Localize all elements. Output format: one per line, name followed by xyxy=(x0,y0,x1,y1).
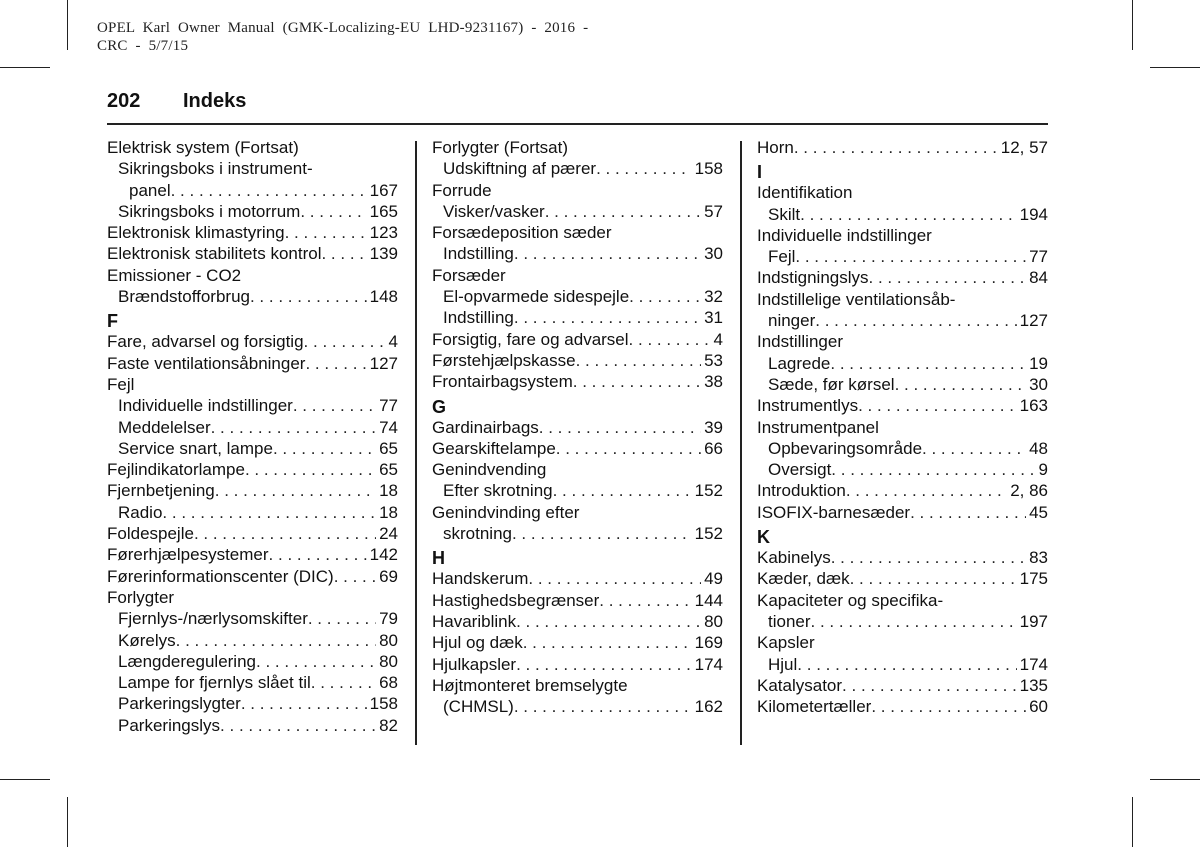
index-entry-term: Parkeringslys xyxy=(118,715,221,735)
index-entry xyxy=(107,523,398,544)
index-entry-term: Havariblink xyxy=(432,611,517,631)
index-entry-term: Lampe for fjernlys slået til xyxy=(118,673,311,693)
crop-mark xyxy=(0,67,50,68)
crop-mark xyxy=(0,779,50,780)
index-entry-page: 152 xyxy=(694,524,723,544)
dot-leader xyxy=(629,286,701,307)
index-entry-term: Førstehjælpskasse xyxy=(432,350,576,370)
index-entry xyxy=(432,137,723,158)
index-entry-page: 80 xyxy=(379,630,398,650)
index-entry-term: K xyxy=(757,527,770,548)
dot-leader xyxy=(846,480,1007,501)
index-entry-page: 175 xyxy=(1019,569,1048,589)
dot-leader xyxy=(858,395,1017,416)
index-entry xyxy=(757,395,1048,416)
dot-leader xyxy=(573,371,701,392)
dot-leader xyxy=(523,632,692,653)
index-entry-term: Elektronisk stabilitets kontrol xyxy=(107,244,322,264)
index-entry-page: 9 xyxy=(1038,460,1048,480)
index-entry xyxy=(757,289,1048,310)
index-entry-term: Kørelys xyxy=(118,630,176,650)
index-entry-page: 39 xyxy=(704,417,723,437)
index-entry-page: 77 xyxy=(1029,247,1048,267)
index-entry-page: 18 xyxy=(379,481,398,501)
index-entry-term: Indstilling xyxy=(443,244,514,264)
dot-leader xyxy=(811,611,1017,632)
index-entry xyxy=(432,568,723,589)
index-letter-heading xyxy=(757,158,1048,182)
index-entry xyxy=(757,502,1048,523)
index-entry xyxy=(107,137,398,158)
dot-leader xyxy=(794,137,998,158)
index-entry-page: 127 xyxy=(1019,311,1048,331)
index-entry xyxy=(432,502,723,523)
index-entry xyxy=(757,137,1048,158)
dot-leader xyxy=(293,395,376,416)
index-entry-page: 152 xyxy=(694,481,723,501)
index-entry-page: 65 xyxy=(379,438,398,458)
dot-leader xyxy=(334,566,376,587)
index-entry-term: Service snart, lampe xyxy=(118,438,273,458)
index-entry-page: 49 xyxy=(704,569,723,589)
crop-mark xyxy=(67,0,68,50)
index-entry-term: Oversigt xyxy=(768,460,832,480)
dot-leader xyxy=(516,654,692,675)
index-entry xyxy=(432,654,723,675)
index-entry xyxy=(107,544,398,565)
dot-leader xyxy=(305,353,366,374)
index-entry-page: 127 xyxy=(369,353,398,373)
index-column-2 xyxy=(432,137,723,717)
index-entry-term: Indstilling xyxy=(443,308,514,328)
index-entry-page: 19 xyxy=(1029,353,1048,373)
index-entry xyxy=(432,180,723,201)
dot-leader xyxy=(215,480,376,501)
index-entry xyxy=(107,374,398,395)
index-entry xyxy=(107,265,398,286)
index-entry-term: Forlygter (Fortsat) xyxy=(432,138,569,157)
index-entry-page: 74 xyxy=(379,417,398,437)
dot-leader xyxy=(539,417,701,438)
index-entry-term: tioner xyxy=(768,611,811,631)
index-letter-heading xyxy=(432,393,723,417)
index-entry xyxy=(757,654,1048,675)
index-entry-term: Fejl xyxy=(768,247,796,267)
index-entry-term: ISOFIX-barnesæder xyxy=(757,502,911,522)
index-entry xyxy=(432,371,723,392)
index-entry-page: 165 xyxy=(369,201,398,221)
index-entry-page: 38 xyxy=(704,372,723,392)
index-entry-term: Kilometertæller xyxy=(757,697,872,717)
index-entry xyxy=(107,693,398,714)
dot-leader xyxy=(831,459,1035,480)
index-entry-page: 142 xyxy=(369,545,398,565)
index-entry-page: 69 xyxy=(379,566,398,586)
index-entry xyxy=(757,246,1048,267)
dot-leader xyxy=(869,267,1027,288)
dot-leader xyxy=(211,417,376,438)
index-entry-term: Elektronisk klimastyring xyxy=(107,223,285,243)
index-entry-page: 197 xyxy=(1019,611,1048,631)
index-entry-term: Hjul og dæk xyxy=(432,633,523,653)
index-entry-page: 24 xyxy=(379,524,398,544)
index-entry-page: 80 xyxy=(704,611,723,631)
index-entry-term: Faste ventilationsåbninger xyxy=(107,353,306,373)
index-entry-term: Gearskiftelampe xyxy=(432,438,556,458)
index-entry-page: 30 xyxy=(1029,374,1048,394)
index-entry-page: 174 xyxy=(694,654,723,674)
dot-leader xyxy=(895,374,1026,395)
index-entry xyxy=(757,438,1048,459)
index-entry-term: Fejl xyxy=(107,374,135,394)
index-entry xyxy=(107,630,398,651)
dot-leader xyxy=(797,654,1016,675)
index-entry-term: Handskerum xyxy=(432,569,529,589)
index-entry xyxy=(107,672,398,693)
index-entry-page: 79 xyxy=(379,609,398,629)
index-entry xyxy=(107,222,398,243)
index-entry-term: Udskiftning af pærer xyxy=(443,159,597,179)
index-entry xyxy=(432,611,723,632)
index-entry xyxy=(107,353,398,374)
index-entry-term: Gardinairbags xyxy=(432,417,539,437)
index-entry-term: Hjulkapsler xyxy=(432,654,517,674)
index-entry-term: panel xyxy=(129,180,171,200)
index-entry-term: Elektrisk system (Fortsat) xyxy=(107,138,299,157)
index-entry-page: 158 xyxy=(694,159,723,179)
dot-leader xyxy=(245,459,376,480)
index-entry-page: 148 xyxy=(369,287,398,307)
dot-leader xyxy=(795,246,1026,267)
dot-leader xyxy=(871,696,1026,717)
index-entry-term: Meddelelser xyxy=(118,417,211,437)
index-entry-page: 158 xyxy=(369,694,398,714)
index-entry-page: 30 xyxy=(704,244,723,264)
index-entry xyxy=(107,331,398,352)
index-letter-heading xyxy=(432,544,723,568)
index-column-1 xyxy=(107,137,398,736)
index-entry-term: Radio xyxy=(118,502,163,522)
index-entry-term: skrotning xyxy=(443,524,512,544)
index-entry xyxy=(432,459,723,480)
index-entry-page: 80 xyxy=(379,651,398,671)
index-entry-page: 45 xyxy=(1029,502,1048,522)
index-entry-term: I xyxy=(757,162,763,183)
index-entry-page: 77 xyxy=(379,396,398,416)
index-entry-term: Forsigtig, fare og advarsel xyxy=(432,329,629,349)
index-entry-term: El-opvarmede sidespejle xyxy=(443,287,630,307)
index-entry-page: 57 xyxy=(704,201,723,221)
index-entry-term: Kapsler xyxy=(757,633,815,653)
dot-leader xyxy=(556,438,701,459)
index-entry-term: Indstillelige ventilationsåb- xyxy=(757,289,956,309)
index-entry-term: Forsæder xyxy=(432,265,506,285)
index-entry-term: Længderegulering xyxy=(118,651,256,671)
index-entry-term: Sikringsboks i instrument- xyxy=(118,159,313,179)
title-rule xyxy=(107,123,1048,125)
index-entry xyxy=(757,331,1048,352)
index-entry xyxy=(432,438,723,459)
index-entry-page: 2, 86 xyxy=(1010,481,1048,501)
index-entry xyxy=(107,286,398,307)
index-entry-term: Hastighedsbegrænser xyxy=(432,590,600,610)
document-header xyxy=(97,19,588,55)
index-entry-term: Katalysator xyxy=(757,675,843,695)
index-entry-page: 12, 57 xyxy=(1000,138,1048,157)
dot-leader xyxy=(800,204,1017,225)
index-entry xyxy=(432,201,723,222)
index-column-3 xyxy=(757,137,1048,717)
dot-leader xyxy=(256,651,376,672)
index-entry-term: Kapaciteter og specifika- xyxy=(757,590,944,610)
index-entry-term: Forrude xyxy=(432,180,492,200)
index-entry xyxy=(757,353,1048,374)
index-entry xyxy=(432,632,723,653)
index-entry xyxy=(107,243,398,264)
index-entry-page: 194 xyxy=(1019,204,1048,224)
index-entry xyxy=(107,395,398,416)
index-entry xyxy=(107,201,398,222)
index-entry xyxy=(107,180,398,201)
dot-leader xyxy=(285,222,367,243)
dot-leader xyxy=(304,331,386,352)
index-entry-term: Sæde, før kørsel xyxy=(768,374,895,394)
index-entry xyxy=(757,547,1048,568)
index-entry-term: Frontairbagsystem xyxy=(432,372,573,392)
index-entry-term: Efter skrotning xyxy=(443,481,553,501)
index-entry-page: 53 xyxy=(704,350,723,370)
index-entry xyxy=(432,590,723,611)
index-entry xyxy=(757,204,1048,225)
index-entry xyxy=(432,222,723,243)
index-entry xyxy=(757,182,1048,203)
dot-leader xyxy=(599,590,691,611)
dot-leader xyxy=(311,672,376,693)
index-entry-term: Instrumentpanel xyxy=(757,417,879,437)
index-entry xyxy=(757,417,1048,438)
dot-leader xyxy=(910,502,1026,523)
index-entry-term: Højtmonteret bremselygte xyxy=(432,675,628,695)
column-divider xyxy=(415,141,417,745)
index-entry xyxy=(432,417,723,438)
index-entry-term: Fjernlys-/nærlysomskifter xyxy=(118,609,308,629)
index-entry-page: 162 xyxy=(694,697,723,717)
index-entry-page: 18 xyxy=(379,502,398,522)
index-entry-term: Indstillinger xyxy=(757,332,843,352)
index-entry xyxy=(107,438,398,459)
index-entry-page: 167 xyxy=(369,180,398,200)
page-number: 202 xyxy=(107,90,141,112)
index-entry-term: Horn xyxy=(757,138,794,157)
dot-leader xyxy=(308,608,376,629)
index-entry-term: Indstigningslys xyxy=(757,268,869,288)
dot-leader xyxy=(300,201,366,222)
index-entry-page: 83 xyxy=(1029,548,1048,568)
index-entry-term: Visker/vasker xyxy=(443,201,545,221)
crop-mark xyxy=(1150,779,1200,780)
index-entry xyxy=(757,310,1048,331)
dot-leader xyxy=(514,243,701,264)
index-entry-term: Fejlindikatorlampe xyxy=(107,460,245,480)
index-entry xyxy=(432,158,723,179)
index-entry-term: G xyxy=(432,396,447,417)
dot-leader xyxy=(241,693,367,714)
index-entry-page: 169 xyxy=(694,633,723,653)
crop-mark xyxy=(1132,797,1133,847)
index-entry-term: Parkeringslygter xyxy=(118,694,241,714)
index-entry xyxy=(432,286,723,307)
dot-leader xyxy=(629,329,711,350)
index-entry-term: Introduktion xyxy=(757,481,846,501)
dot-leader xyxy=(514,307,701,328)
index-entry xyxy=(757,611,1048,632)
index-entry xyxy=(107,651,398,672)
index-entry-term: (CHMSL) xyxy=(443,697,514,717)
index-entry xyxy=(757,374,1048,395)
dot-leader xyxy=(171,180,367,201)
dot-leader xyxy=(321,243,366,264)
index-entry xyxy=(757,480,1048,501)
dot-leader xyxy=(194,523,376,544)
index-entry xyxy=(432,329,723,350)
crop-mark xyxy=(1150,67,1200,68)
index-entry-term: Forsædeposition sæder xyxy=(432,223,612,243)
index-entry xyxy=(432,307,723,328)
index-entry-term: Hjul xyxy=(768,654,798,674)
index-entry-term: Førerinformationscenter (DIC) xyxy=(107,566,334,586)
index-entry xyxy=(432,480,723,501)
dot-leader xyxy=(596,158,692,179)
index-entry xyxy=(107,480,398,501)
index-entry-term: Sikringsboks i motorrum xyxy=(118,201,301,221)
index-entry xyxy=(757,568,1048,589)
index-letter-heading xyxy=(757,523,1048,547)
index-entry-page: 123 xyxy=(369,223,398,243)
dot-leader xyxy=(922,438,1026,459)
dot-leader xyxy=(815,310,1016,331)
index-entry xyxy=(107,417,398,438)
dot-leader xyxy=(576,350,701,371)
index-entry xyxy=(107,158,398,179)
index-entry-page: 84 xyxy=(1029,268,1048,288)
index-entry xyxy=(107,502,398,523)
index-entry xyxy=(432,696,723,717)
index-letter-heading xyxy=(107,307,398,331)
index-entry-page: 48 xyxy=(1029,438,1048,458)
dot-leader xyxy=(220,715,376,736)
index-entry xyxy=(757,696,1048,717)
index-entry xyxy=(107,459,398,480)
index-entry xyxy=(757,225,1048,246)
index-entry-page: 135 xyxy=(1019,675,1048,695)
header-line-2: CRC - 5/7/15 xyxy=(97,38,189,54)
index-entry xyxy=(107,566,398,587)
index-entry-page: 139 xyxy=(369,244,398,264)
index-entry-term: Førerhjælpesystemer xyxy=(107,545,269,565)
index-entry-term: Lagrede xyxy=(768,353,831,373)
dot-leader xyxy=(162,502,376,523)
dot-leader xyxy=(850,568,1017,589)
dot-leader xyxy=(273,438,376,459)
index-entry xyxy=(107,587,398,608)
dot-leader xyxy=(842,675,1017,696)
index-entry-page: 4 xyxy=(388,332,398,352)
dot-leader xyxy=(269,544,367,565)
index-entry-page: 65 xyxy=(379,460,398,480)
dot-leader xyxy=(553,480,692,501)
dot-leader xyxy=(830,353,1026,374)
index-entry xyxy=(432,523,723,544)
index-entry-term: Forlygter xyxy=(107,587,175,607)
index-entry-term: F xyxy=(107,311,118,332)
dot-leader xyxy=(516,611,701,632)
index-entry-term: Kæder, dæk xyxy=(757,569,850,589)
index-entry-term: ninger xyxy=(768,311,816,331)
crop-mark xyxy=(67,797,68,847)
dot-leader xyxy=(514,696,692,717)
dot-leader xyxy=(512,523,692,544)
index-entry-term: Individuelle indstillinger xyxy=(118,396,293,416)
index-entry xyxy=(757,267,1048,288)
index-entry xyxy=(757,590,1048,611)
index-entry xyxy=(432,265,723,286)
index-entry-term: Opbevaringsområde xyxy=(768,438,923,458)
index-entry-page: 66 xyxy=(704,438,723,458)
index-entry xyxy=(432,350,723,371)
index-entry-page: 68 xyxy=(379,673,398,693)
index-entry xyxy=(757,675,1048,696)
column-divider xyxy=(740,141,742,745)
index-entry xyxy=(432,675,723,696)
page-title: Indeks xyxy=(183,90,247,112)
index-entry-term: Brændstofforbrug xyxy=(118,287,250,307)
index-entry xyxy=(757,632,1048,653)
index-entry-term: Genindvinding efter xyxy=(432,502,580,522)
index-entry-term: Genindvending xyxy=(432,460,547,480)
dot-leader xyxy=(176,630,376,651)
dot-leader xyxy=(545,201,701,222)
dot-leader xyxy=(528,568,701,589)
index-entry-page: 82 xyxy=(379,715,398,735)
index-entry-page: 31 xyxy=(704,308,723,328)
index-entry-term: H xyxy=(432,548,445,569)
index-entry-term: Individuelle indstillinger xyxy=(757,225,932,245)
index-entry xyxy=(757,459,1048,480)
index-entry xyxy=(432,243,723,264)
index-entry xyxy=(107,715,398,736)
index-entry-term: Identifikation xyxy=(757,183,853,203)
dot-leader xyxy=(250,286,367,307)
index-entry-page: 4 xyxy=(713,329,723,349)
header-line-1: OPEL Karl Owner Manual (GMK-Localizing-EU LHD-9231167) - 2016 - xyxy=(97,20,589,36)
index-entry-term: Instrumentlys xyxy=(757,396,859,416)
index-entry-term: Skilt xyxy=(768,204,801,224)
index-entry-term: Fjernbetjening xyxy=(107,481,215,501)
index-entry-term: Emissioner - CO2 xyxy=(107,265,242,285)
index-entry-page: 163 xyxy=(1019,396,1048,416)
index-entry-page: 60 xyxy=(1029,697,1048,717)
index-entry-term: Foldespejle xyxy=(107,524,194,544)
index-entry-term: Fare, advarsel og forsigtig xyxy=(107,332,304,352)
index-entry xyxy=(107,608,398,629)
index-entry-page: 144 xyxy=(694,590,723,610)
index-entry-page: 32 xyxy=(704,287,723,307)
dot-leader xyxy=(831,547,1026,568)
index-entry-term: Kabinelys xyxy=(757,548,831,568)
crop-mark xyxy=(1132,0,1133,50)
index-entry-page: 174 xyxy=(1019,654,1048,674)
